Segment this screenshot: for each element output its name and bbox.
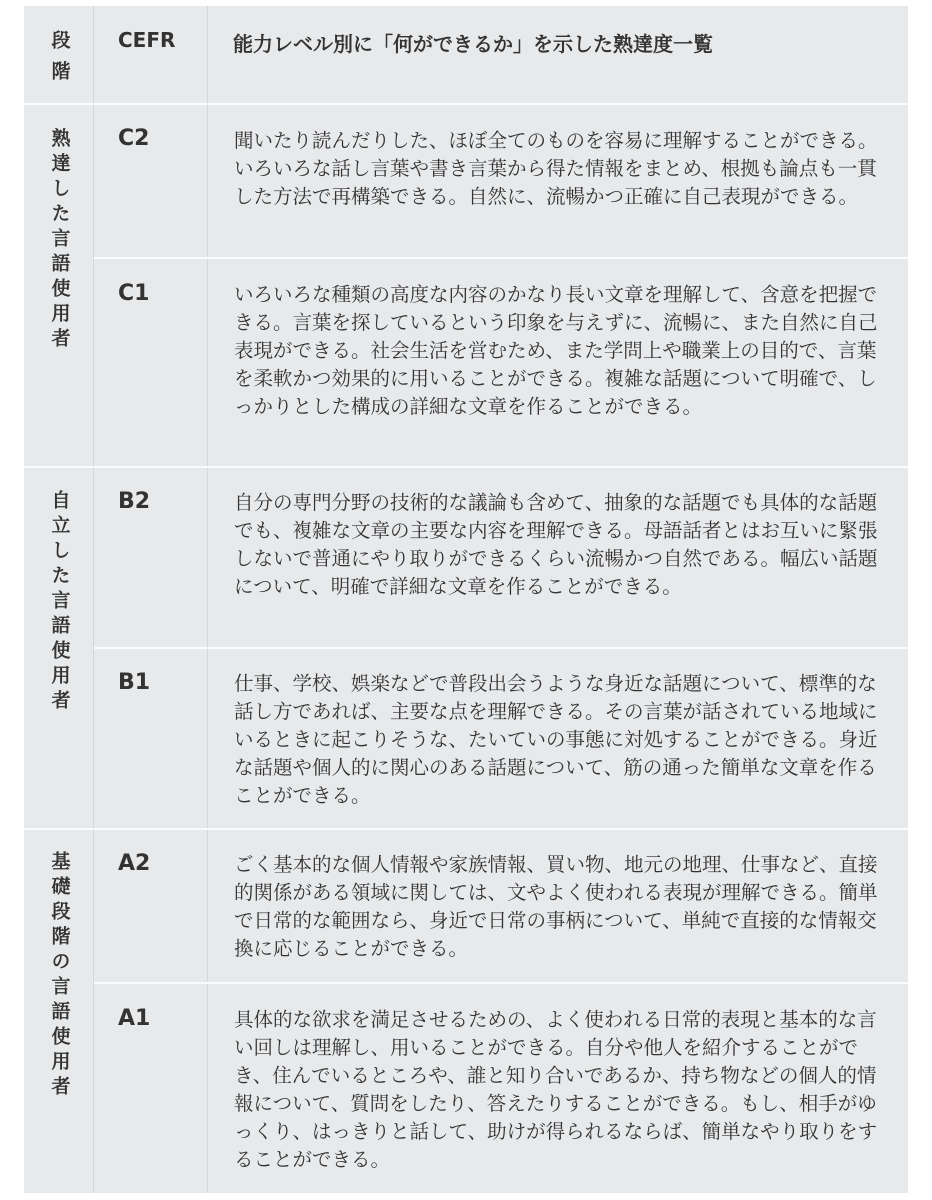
level-code-b1: B1 — [118, 670, 151, 695]
row-divider — [24, 828, 908, 830]
level-code-c2: C2 — [118, 126, 150, 151]
level-code-b2: B2 — [118, 489, 151, 514]
stage-label-basic: 基礎段階の言語使用者 — [48, 851, 71, 1101]
header-cefr-label: CEFR — [118, 28, 176, 52]
stage-cell-basic — [24, 851, 94, 1191]
cefr-table — [24, 6, 908, 1193]
level-description-a1: 具体的な欲求を満足させるための、よく使われる日常的表現と基本的な言い回しは理解し、用いることができる。自分や他人を紹介することができ、住んでいるところや、誰と知り合いであるか、持ち物などの個人的情報について、質問をしたり、答えたりすることができる。もし、相手がゆっくり、はっきりと話して、助けが得られるならば、簡単なやり取りをすることができる。 — [234, 1008, 878, 1171]
stage-cell-independent — [24, 490, 94, 820]
row-divider — [94, 982, 908, 984]
header-description-label: 能力レベル別に「何ができるか」を示した熟達度一覧 — [233, 32, 713, 56]
stage-label-independent: 自立した言語使用者 — [48, 490, 71, 715]
stage-label-proficient: 熟達した言語使用者 — [48, 128, 71, 353]
row-divider — [94, 257, 908, 259]
level-description-c1: いろいろな種類の高度な内容のかなり長い文章を理解して、含意を把握できる。言葉を探しているという印象を与えずに、流暢に、また自然に自己表現ができる。社会生活を営むため、また学問上や職業上の目的で、言葉を柔軟かつ効果的に用いることができる。複雑な話題について明確で、しっかりとした構成の詳細な文章を作ることができる。 — [234, 283, 878, 418]
row-divider — [24, 466, 908, 468]
header-stage-cell — [24, 30, 94, 100]
level-description-a2: ごく基本的な個人情報や家族情報、買い物、地元の地理、仕事など、直接的関係がある領域に関しては、文やよく使われる表現が理解できる。簡単で日常的な範囲なら、身近で日常の事柄について、単純で直接的な情報交換に応じることができる。 — [234, 853, 878, 960]
level-code-c1: C1 — [118, 281, 150, 306]
level-description-c2: 聞いたり読んだりした、ほぼ全てのものを容易に理解することができる。いろいろな話し言葉や書き言葉から得た情報をまとめ、根拠も論点も一貫した方法で再構築できる。自然に、流暢かつ正確に自己表現ができる。 — [234, 129, 878, 208]
row-divider — [24, 103, 908, 105]
stage-cell-proficient — [24, 128, 94, 458]
header-stage-label: 段階 — [48, 30, 71, 92]
level-code-a1: A1 — [118, 1006, 151, 1031]
level-description-b2: 自分の専門分野の技術的な議論も含めて、抽象的な話題でも具体的な話題でも、複雑な文章の主要な内容を理解できる。母語話者とはお互いに緊張しないで普通にやり取りができるくらい流暢かつ自然である。幅広い話題について、明確で詳細な文章を作ることができる。 — [234, 491, 878, 598]
level-description-b1: 仕事、学校、娯楽などで普段出会うような身近な話題について、標準的な話し方であれば、主要な点を理解できる。その言葉が話されている地域にいるときに起こりそうな、たいていの事態に対処することができる。身近な話題や個人的に関心のある話題について、筋の通った簡単な文章を作ることができる。 — [234, 672, 878, 807]
row-divider — [94, 647, 908, 649]
level-code-a2: A2 — [118, 851, 151, 876]
